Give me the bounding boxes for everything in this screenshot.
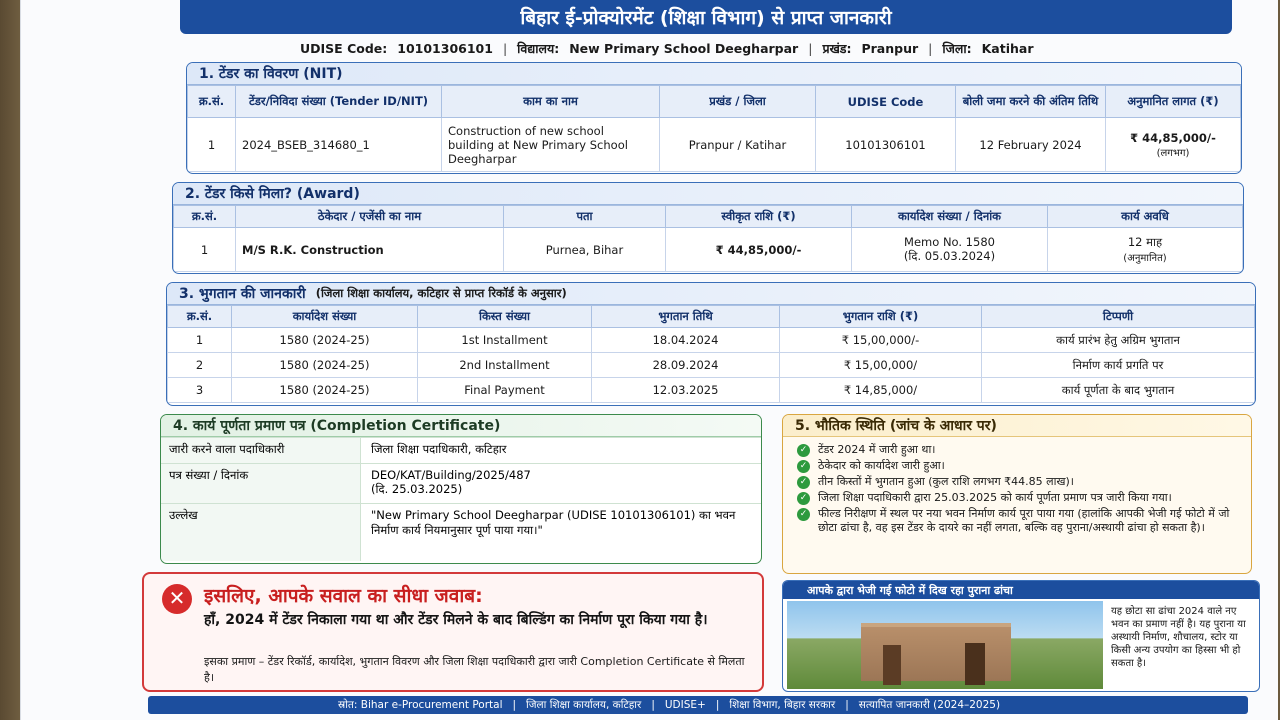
letter-label: पत्र संख्या / दिनांक: [161, 464, 361, 503]
payment-table: [167, 305, 1255, 403]
award-header-sn: क्र.सं.: [174, 206, 236, 228]
footer-separator: |: [651, 699, 655, 711]
payment-order: 1580 (2024-25): [232, 328, 418, 353]
status-text: टेंडर 2024 में जारी हुआ था।: [818, 443, 936, 456]
payment-remark: निर्माण कार्य प्रगति पर: [982, 353, 1255, 378]
payment-remark: कार्य प्रारंभ हेतु अग्रिम भुगतान: [982, 328, 1255, 353]
award-header-memo: कार्यादेश संख्या / दिनांक: [852, 206, 1048, 228]
award-memo-date: (दि. 05.03.2024): [903, 249, 996, 263]
award-header-amount: स्वीकृत राशि (₹): [666, 206, 852, 228]
structure-opening: [965, 643, 985, 685]
check-icon: ✓: [797, 460, 810, 473]
payment-date: 18.04.2024: [592, 328, 780, 353]
source-footer: [148, 696, 1248, 714]
award-duration-note: (अनुमानित): [1123, 253, 1167, 264]
nit-work: Construction of new school building at New Primary School Deegharpar: [442, 118, 660, 172]
udise-label: UDISE Code:: [300, 40, 388, 56]
payment-date: 12.03.2025: [592, 378, 780, 403]
letter-value: DEO/KAT/Building/2025/487: [371, 468, 531, 482]
list-item: [797, 443, 1239, 457]
award-contractor: M/S R.K. Construction: [236, 228, 504, 272]
separator: |: [808, 40, 813, 56]
footer-item: सत्यापित जानकारी (2024–2025): [858, 699, 1001, 711]
nit-block-district: Pranpur / Katihar: [660, 118, 816, 172]
school-value: New Primary School Deegharpar: [569, 40, 799, 56]
certificate-row: [161, 437, 761, 463]
payment-header-sn: क्र.सं.: [168, 306, 232, 328]
structure-opening: [883, 645, 901, 685]
award-address: Purnea, Bihar: [504, 228, 666, 272]
payment-header-date: भुगतान तिथि: [592, 306, 780, 328]
nit-header-udise: UDISE Code: [816, 86, 956, 118]
award-header-duration: कार्य अवधि: [1048, 206, 1243, 228]
payment-installment: 2nd Installment: [418, 353, 592, 378]
table-row: [168, 353, 1255, 378]
nit-cost: ₹ 44,85,000/-: [1130, 130, 1216, 145]
payment-amount: ₹ 15,00,000/-: [780, 328, 982, 353]
nit-header-cost: अनुमानित लागत (₹): [1106, 86, 1241, 118]
footer-separator: |: [715, 699, 720, 711]
nit-header-tender: टेंडर/निविदा संख्या (Tender ID/NIT): [236, 86, 442, 118]
payment-header-amount: भुगतान राशि (₹): [780, 306, 982, 328]
school-label: विद्यालय:: [517, 40, 560, 56]
payment-header-installment: किस्त संख्या: [418, 306, 592, 328]
check-icon: ✓: [797, 444, 810, 457]
payment-title-bar: [167, 283, 1255, 305]
udise-value: 10101306101: [397, 40, 493, 56]
nit-header-lastdate: बोली जमा करने की अंतिम तिथि: [956, 86, 1106, 118]
payment-date: 28.09.2024: [592, 353, 780, 378]
letter-date: (दि. 25.03.2025): [371, 482, 463, 496]
footer-item: शिक्षा विभाग, बिहार सरकार: [729, 699, 836, 711]
table-row: [174, 228, 1243, 272]
meta-line: [300, 38, 1180, 58]
nit-cost-cell: [1106, 118, 1241, 172]
award-header-contractor: ठेकेदार / एजेंसी का नाम: [236, 206, 504, 228]
payment-section: [166, 282, 1256, 406]
certificate-row: [161, 503, 761, 561]
letter-value-cell: [361, 464, 761, 503]
payment-sn: 2: [168, 353, 232, 378]
photo-card: [782, 580, 1260, 692]
list-item: [797, 459, 1239, 473]
award-header-address: पता: [504, 206, 666, 228]
separator: |: [502, 40, 508, 56]
footer-item: जिला शिक्षा कार्यालय, कटिहार: [526, 699, 642, 711]
check-icon: ✓: [797, 508, 810, 521]
status-list: [783, 437, 1251, 535]
document-title: बिहार ई-प्रोक्योरमेंट (शिक्षा विभाग) से प्राप्त जानकारी: [180, 0, 1232, 34]
payment-order: 1580 (2024-25): [232, 353, 418, 378]
list-item: [797, 491, 1239, 505]
nit-table: [187, 85, 1241, 172]
award-section: [172, 182, 1244, 274]
photo-heading: आपके द्वारा भेजी गई फोटो में दिख रहा पुराना ढांचा: [783, 581, 1259, 599]
award-amount: ₹ 44,85,000/-: [666, 228, 852, 272]
award-duration-cell: [1048, 228, 1243, 272]
answer-note: इसका प्रमाण – टेंडर रिकॉर्ड, कार्यादेश, भुगतान विवरण और जिला शिक्षा पदाधिकारी द्वारा जारी Completion Certificate से मिलता है।: [204, 655, 745, 684]
footer-item: स्रोत: Bihar e-Procurement Portal: [338, 699, 503, 711]
status-text: ठेकेदार को कार्यादेश जारी हुआ।: [818, 459, 945, 472]
payment-title: 3. भुगतान की जानकारी: [179, 286, 306, 302]
issuer-label: जारी करने वाला पदाधिकारी: [161, 438, 361, 463]
award-memo-cell: [852, 228, 1048, 272]
payment-amount: ₹ 15,00,000/: [780, 353, 982, 378]
answer-title: इसलिए, आपके सवाल का सीधा जवाब:: [204, 585, 483, 607]
status-text: जिला शिक्षा पदाधिकारी द्वारा 25.03.2025 को कार्य पूर्णता प्रमाण पत्र जारी किया गया।: [818, 491, 1172, 504]
answer-box: [142, 572, 764, 692]
payment-subtitle: (जिला शिक्षा कार्यालय, कटिहार से प्राप्त रिकॉर्ड के अनुसार): [315, 286, 567, 300]
check-icon: ✓: [797, 476, 810, 489]
award-memo: Memo No. 1580: [904, 235, 995, 249]
table-row: [188, 118, 1241, 172]
payment-sn: 1: [168, 328, 232, 353]
award-sn: 1: [174, 228, 236, 272]
footer-separator: |: [845, 699, 849, 711]
payment-installment: 1st Installment: [418, 328, 592, 353]
check-icon: ✓: [797, 492, 810, 505]
footer-separator: |: [512, 699, 517, 711]
cross-icon: ✕: [162, 584, 192, 614]
separator: |: [928, 40, 933, 56]
award-table: [173, 205, 1243, 272]
nit-cost-note: (लगभग): [1156, 147, 1190, 159]
footer-item: UDISE+: [664, 699, 706, 711]
nit-header-work: काम का नाम: [442, 86, 660, 118]
nit-header-sn: क्र.सं.: [188, 86, 236, 118]
site-photo: [787, 601, 1103, 689]
payment-amount: ₹ 14,85,000/: [780, 378, 982, 403]
status-section: [782, 414, 1252, 574]
nit-last-date: 12 February 2024: [956, 118, 1106, 172]
nit-section: [186, 62, 1242, 174]
status-text: फील्ड निरीक्षण में स्थल पर नया भवन निर्माण कार्य पूरा पाया गया (हालांकि आपकी भेजी गई फोटो में जो छोटा ढांचा है, वह इस टेंडर के दायरे का नहीं लगता, बल्कि वह पुराना/अस्थायी ढांचा हो सकता है)।: [818, 507, 1230, 534]
issuer-value: जिला शिक्षा पदाधिकारी, कटिहार: [371, 442, 507, 456]
status-text: तीन किस्तों में भुगतान हुआ (कुल राशि लगभग ₹44.85 लाख)।: [818, 475, 1074, 488]
status-title: 5. भौतिक स्थिति (जांच के आधार पर): [783, 415, 1251, 437]
nit-tender-id: 2024_BSEB_314680_1: [236, 118, 442, 172]
certificate-row: [161, 463, 761, 503]
nit-header-block: प्रखंड / जिला: [660, 86, 816, 118]
list-item: [797, 507, 1239, 535]
payment-remark: कार्य पूर्णता के बाद भुगतान: [982, 378, 1255, 403]
block-label: प्रखंड:: [822, 40, 852, 56]
photo-note: यह छोटा सा ढांचा 2024 वाले नए भवन का प्रमाण नहीं है। यह पुराना या अस्थायी निर्माण, शौचालय, स्टोर या किसी अन्य उपयोग का हिस्सा भी हो सकता है।: [1111, 606, 1246, 669]
award-duration: 12 माह: [1127, 235, 1163, 249]
certificate-title: 4. कार्य पूर्णता प्रमाण पत्र (Completion Certificate): [161, 415, 761, 437]
certificate-section: [160, 414, 762, 564]
mention-label: उल्लेख: [161, 504, 361, 561]
answer-main: हाँ, 2024 में टेंडर निकाला गया था और टेंडर मिलने के बाद बिल्डिंग का निर्माण पूरा किया गया है।: [204, 612, 708, 628]
table-row: [168, 378, 1255, 403]
nit-title: 1. टेंडर का विवरण (NIT): [187, 63, 1241, 85]
mention-value: "New Primary School Deegharpar (UDISE 10101306101) का भवन निर्माण कार्य नियमानुसार पूर्ण पाया गया।": [371, 508, 736, 537]
payment-order: 1580 (2024-25): [232, 378, 418, 403]
old-structure: [861, 623, 1011, 681]
nit-udise: 10101306101: [816, 118, 956, 172]
payment-installment: Final Payment: [418, 378, 592, 403]
district-label: जिला:: [942, 40, 972, 56]
block-value: Pranpur: [861, 40, 919, 56]
payment-sn: 3: [168, 378, 232, 403]
award-title: 2. टेंडर किसे मिला? (Award): [173, 183, 1243, 205]
nit-sn: 1: [188, 118, 236, 172]
payment-header-remark: टिप्पणी: [982, 306, 1255, 328]
list-item: [797, 475, 1239, 489]
district-value: Katihar: [981, 40, 1034, 56]
payment-header-order: कार्यादेश संख्या: [232, 306, 418, 328]
table-row: [168, 328, 1255, 353]
